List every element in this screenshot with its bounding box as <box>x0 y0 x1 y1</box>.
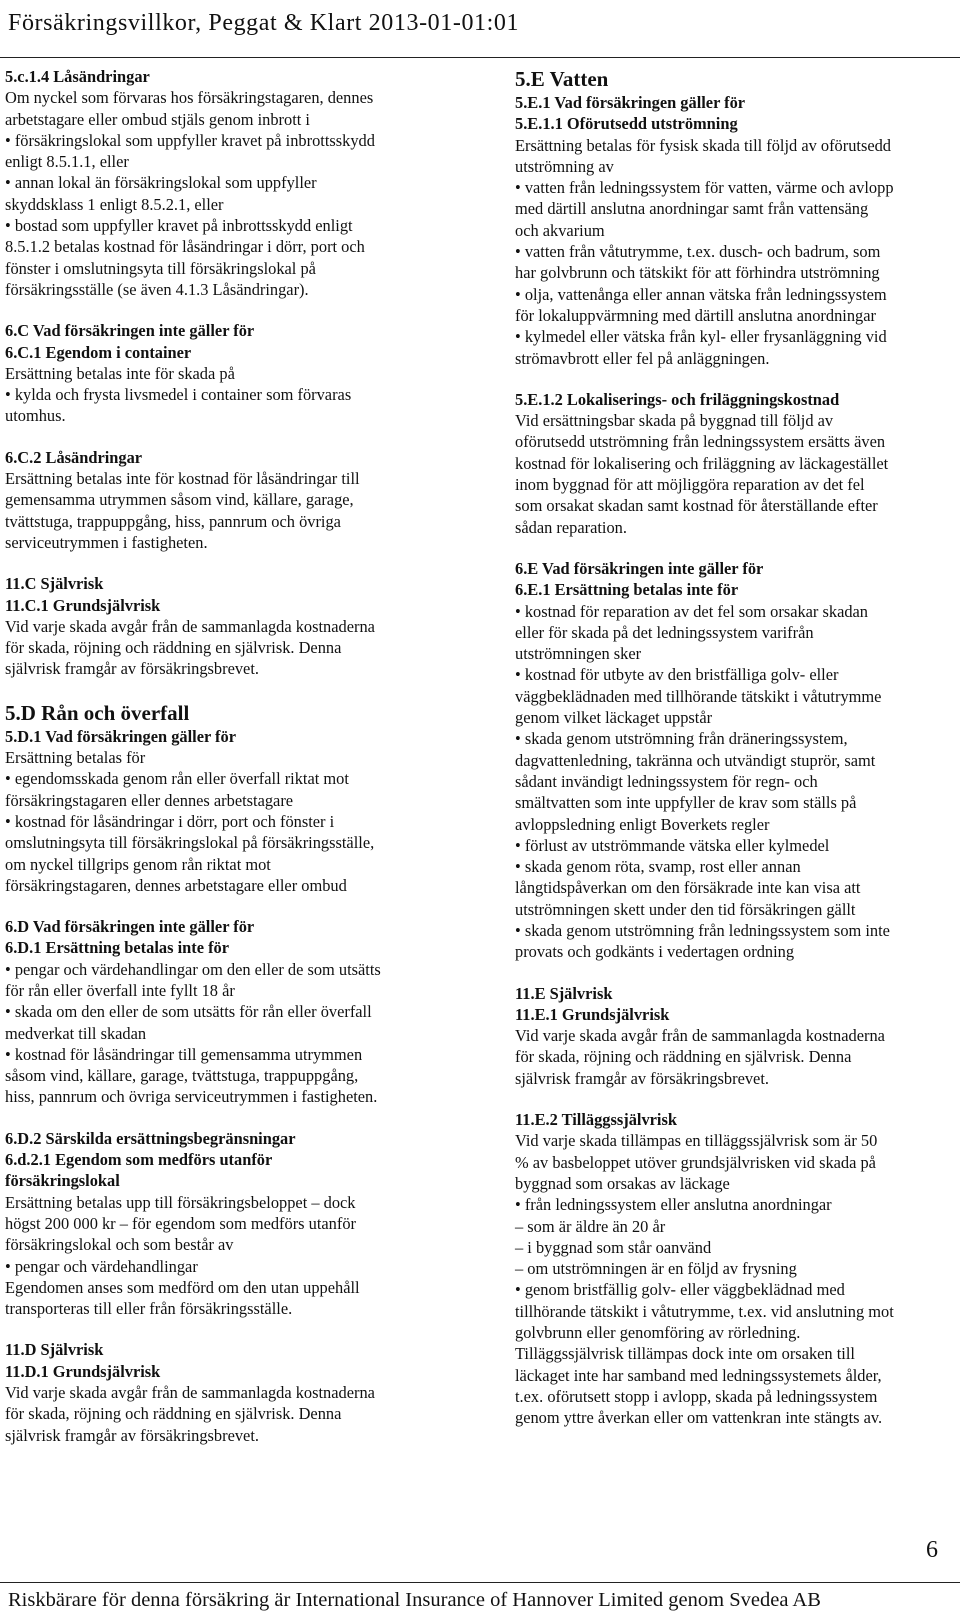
text-line: • bostad som uppfyller kravet på inbrottsskydd enligt <box>5 216 353 236</box>
section-heading: 11.D Självrisk <box>5 1340 104 1360</box>
text-line: • skada om den eller de som utsätts för rån eller överfall <box>5 1002 372 1022</box>
text-line: genom vilket läckaget uppstår <box>515 708 713 728</box>
section-heading: 6.D.2 Särskilda ersättningsbegränsningar <box>5 1128 296 1148</box>
section-heading: 11.D.1 Grundsjälvrisk <box>5 1361 161 1381</box>
text-line: Ersättning betalas för fysisk skada till följd av oförutsedd <box>515 135 891 155</box>
text-line: provats och godkänts i vedertagen ordning <box>515 942 795 962</box>
text-line: – om utströmningen är en följd av frysning <box>515 1259 797 1279</box>
text-line: tvättstuga, trappuppgång, hiss, pannrum och övriga <box>5 511 341 531</box>
text-line: • kostnad för utbyte av den bristfälliga golv- eller <box>515 665 839 685</box>
text-line: som orsakat skadan samt kostnad för återställande efter <box>515 496 878 516</box>
section-heading: 5.D.1 Vad försäkringen gäller för <box>5 726 236 746</box>
text-line: • olja, vattenånga eller annan vätska från ledningssystem <box>515 284 887 304</box>
left-section <box>5 320 435 426</box>
text-line: Tilläggssjälvrisk tillämpas dock inte om orsaken till <box>515 1344 855 1364</box>
section-heading: 5.E.1 Vad försäkringen gäller för <box>515 93 746 112</box>
text-line: • skada genom röta, svamp, rost eller annan <box>515 857 801 877</box>
text-line: försäkringslokal och som består av <box>5 1235 234 1255</box>
text-line: % av basbeloppet utöver grundsjälvrisken vid skada på <box>515 1152 876 1172</box>
page-number: 6 <box>926 1537 938 1563</box>
text-line: omslutningsyta till försäkringslokal på försäkringsställe, <box>5 833 375 853</box>
text-line: med därtill anslutna anordningar samt från vattensäng <box>515 199 869 219</box>
section-heading: 11.C Självrisk <box>5 574 104 594</box>
text-line: transporteras till eller från försäkringsställe. <box>5 1299 293 1319</box>
right-column <box>515 66 955 1449</box>
text-line: Vid varje skada avgår från de sammanlagda kostnaderna <box>515 1026 885 1046</box>
text-line: Egendomen anses som medförd om den utan uppehåll <box>5 1277 360 1297</box>
text-line: • kylda och frysta livsmedel i container som förvaras <box>5 385 352 405</box>
text-line: • kostnad för låsändringar i dörr, port och fönster i <box>5 811 335 831</box>
text-line: • pengar och värdehandlingar <box>5 1256 198 1276</box>
section-heading: försäkringslokal <box>5 1171 120 1191</box>
text-line: avloppsledning enligt Boverkets regler <box>515 814 770 834</box>
left-section <box>5 916 435 1108</box>
section-heading: 11.E.1 Grundsjälvrisk <box>515 1004 670 1024</box>
text-line: byggnad som orsakas av läckage <box>515 1173 730 1193</box>
text-line: • kostnad för reparation av det fel som orsakar skadan <box>515 601 869 621</box>
text-line: Ersättning betalas inte för skada på <box>5 363 235 383</box>
text-line: • förlust av utströmmande vätska eller kylmedel <box>515 835 830 855</box>
page-footer <box>0 1582 960 1624</box>
text-line: självrisk framgår av försäkringsbrevet. <box>515 1068 769 1088</box>
text-line: fönster i omslutningsyta till försäkringslokal på <box>5 258 316 278</box>
text-line: utströmning av <box>515 156 614 176</box>
text-line: • vatten från våtutrymme, t.ex. dusch- och badrum, som <box>515 242 881 262</box>
section-heading: 6.d.2.1 Egendom som medförs utanför <box>5 1150 273 1170</box>
text-line: – som är äldre än 20 år <box>515 1216 666 1236</box>
section-heading: 6.E.1 Ersättning betalas inte för <box>515 580 739 600</box>
text-line: strömavbrott eller fel på anläggningen. <box>515 348 770 368</box>
text-line: t.ex. oförutsett stopp i avlopp, skada på ledningssystem <box>515 1386 878 1406</box>
left-column <box>5 66 435 1466</box>
text-line: Vid ersättningsbar skada på byggnad till följd av <box>515 411 834 431</box>
text-line: självrisk framgår av försäkringsbrevet. <box>5 1425 259 1445</box>
text-line: • skada genom utströmning från ledningssystem som inte <box>515 920 890 940</box>
text-line: högst 200 000 kr – för egendom som medförs utanför <box>5 1213 356 1233</box>
section-heading: 6.C Vad försäkringen inte gäller för <box>5 321 255 341</box>
section-heading: 5.c.1.4 Låsändringar <box>5 67 150 86</box>
text-line: • försäkringslokal som uppfyller kravet på inbrottsskydd <box>5 130 375 150</box>
text-line: försäkringstagaren eller dennes arbetstagare <box>5 790 294 810</box>
text-line: golvbrunn eller genomföring av rörledning. <box>515 1323 801 1343</box>
text-line: • egendomsskada genom rån eller överfall riktat mot <box>5 769 349 789</box>
text-line: självrisk framgår av försäkringsbrevet. <box>5 659 259 679</box>
text-line: Vid varje skada avgår från de sammanlagda kostnaderna <box>5 1383 375 1403</box>
right-section <box>515 66 955 369</box>
text-line: enligt 8.5.1.1, eller <box>5 152 129 172</box>
text-line: väggbeklädnaden med tillhörande tätskikt i våtutrymme <box>515 686 882 706</box>
text-line: genom yttre åverkan eller om vattenkran inte stängts av. <box>515 1408 883 1428</box>
left-section <box>5 573 435 679</box>
text-line: för lokaluppvärmning med därtill anslutna anordningar <box>515 305 876 325</box>
text-line: arbetstagare eller ombud stjäls genom inbrott i <box>5 109 310 129</box>
text-line: långtidspåverkan om den försäkrade inte kan visa att <box>515 878 861 898</box>
text-line: • kylmedel eller vätska från kyl- eller frysanläggning vid <box>515 327 887 347</box>
text-line: • från ledningssystem eller anslutna anordningar <box>515 1195 832 1215</box>
text-line: 8.5.1.2 betalas kostnad för låsändringar i dörr, port och <box>5 237 365 257</box>
section-heading: 6.C.1 Egendom i container <box>5 342 192 362</box>
text-line: medverkat till skadan <box>5 1023 147 1043</box>
text-line: Ersättning betalas för <box>5 748 146 768</box>
text-line: – i byggnad som står oanvänd <box>515 1237 712 1257</box>
left-section <box>5 1339 435 1445</box>
text-line: Om nyckel som förvaras hos försäkringstagaren, dennes <box>5 88 374 108</box>
section-heading: 6.E Vad försäkringen inte gäller för <box>515 558 764 578</box>
footer-text: Riskbärare för denna försäkring är International Insurance of Hannover Limited genom Svedea AB <box>8 1589 821 1611</box>
section-heading: 6.D Vad försäkringen inte gäller för <box>5 917 255 937</box>
text-line: • skada genom utströmning från dräneringssystem, <box>515 729 848 749</box>
text-line: sådan reparation. <box>515 517 627 537</box>
text-line: skyddsklass 1 enligt 8.5.2.1, eller <box>5 194 224 214</box>
text-line: för skada, röjning och räddning en självrisk. Denna <box>5 638 342 658</box>
text-line: sådant invändigt ledningssystem för regn- och <box>515 771 818 791</box>
text-line: • pengar och värdehandlingar om den eller de som utsätts <box>5 959 381 979</box>
section-heading: 11.E.2 Tilläggssjälvrisk <box>515 1110 677 1130</box>
text-line: smältvatten som inte uppfyller de krav som ställs på <box>515 793 857 813</box>
right-section <box>515 389 955 538</box>
text-line: gemensamma utrymmen såsom vind, källare, garage, <box>5 490 354 510</box>
right-section <box>515 558 955 963</box>
text-line: • genom bristfällig golv- eller väggbeklädnad med <box>515 1280 845 1300</box>
section-heading: 5.E Vatten <box>515 67 609 91</box>
text-line: tillhörande tätskikt i våtutrymme, t.ex. vid anslutning mot <box>515 1301 894 1321</box>
text-line: Vid varje skada avgår från de sammanlagda kostnaderna <box>5 616 375 636</box>
text-line: eller för skada på det ledningssystem varifrån <box>515 622 814 642</box>
text-line: dagvattenledning, takränna och utvändigt stuprör, samt <box>515 750 876 770</box>
text-line: såsom vind, källare, garage, tvättstuga, trappuppgång, <box>5 1066 359 1086</box>
text-line: utomhus. <box>5 406 66 426</box>
text-line: läckaget inte har samband med ledningssystemets ålder, <box>515 1365 882 1385</box>
right-section <box>515 1109 955 1428</box>
text-line: • annan lokal än försäkringslokal som uppfyller <box>5 173 317 193</box>
text-line: för rån eller överfall inte fyllt 18 år <box>5 980 235 1000</box>
text-line: oförutsedd utströmning från ledningssystem ersätts även <box>515 432 886 452</box>
left-section <box>5 1128 435 1320</box>
page-header <box>0 0 960 58</box>
section-heading: 6.D.1 Ersättning betalas inte för <box>5 938 229 958</box>
text-line: Vid varje skada tillämpas en tilläggssjälvrisk som är 50 <box>515 1131 878 1151</box>
text-line: för skada, röjning och räddning en självrisk. Denna <box>5 1404 342 1424</box>
text-line: Ersättning betalas upp till försäkringsbeloppet – dock <box>5 1192 356 1212</box>
text-line: för skada, röjning och räddning en självrisk. Denna <box>515 1047 852 1067</box>
text-line: serviceutrymmen i fastigheten. <box>5 532 208 552</box>
section-heading: 5.D Rån och överfall <box>5 700 190 725</box>
section-heading: 5.E.1.1 Oförutsedd utströmning <box>515 114 738 134</box>
text-line: • vatten från ledningssystem för vatten, värme och avlopp <box>515 178 894 198</box>
left-section <box>5 447 435 553</box>
text-line: försäkringstagaren, dennes arbetstagare eller ombud <box>5 875 347 895</box>
document-title: Försäkringsvillkor, Peggat & Klart 2013-01-01:01 <box>8 10 520 36</box>
left-section <box>5 66 435 300</box>
text-line: försäkringsställe (se även 4.1.3 Låsändringar). <box>5 279 309 299</box>
right-section <box>515 983 955 1089</box>
text-line: inom byggnad för att möjliggöra reparation av det fel <box>515 475 865 495</box>
text-line: utströmningen sker <box>515 644 642 664</box>
section-heading: 5.E.1.2 Lokaliserings- och friläggningskostnad <box>515 389 840 409</box>
text-line: om nyckel tillgrips genom rån riktat mot <box>5 854 271 874</box>
section-heading: 11.C.1 Grundsjälvrisk <box>5 595 161 615</box>
left-section <box>5 700 435 896</box>
text-line: hiss, pannrum och övriga serviceutrymmen i fastigheten. <box>5 1087 378 1107</box>
section-heading: 6.C.2 Låsändringar <box>5 447 143 467</box>
text-line: utströmningen skett under den tid försäkringen gällt <box>515 899 856 919</box>
section-heading: 11.E Självrisk <box>515 983 613 1003</box>
text-line: har golvbrunn och tätskikt för att förhindra utströmning <box>515 263 880 283</box>
text-line: kostnad för lokalisering och friläggning av läckagestället <box>515 453 889 473</box>
text-line: • kostnad för låsändringar till gemensamma utrymmen <box>5 1044 363 1064</box>
text-line: och akvarium <box>515 220 605 240</box>
text-line: Ersättning betalas inte för kostnad för låsändringar till <box>5 469 360 489</box>
